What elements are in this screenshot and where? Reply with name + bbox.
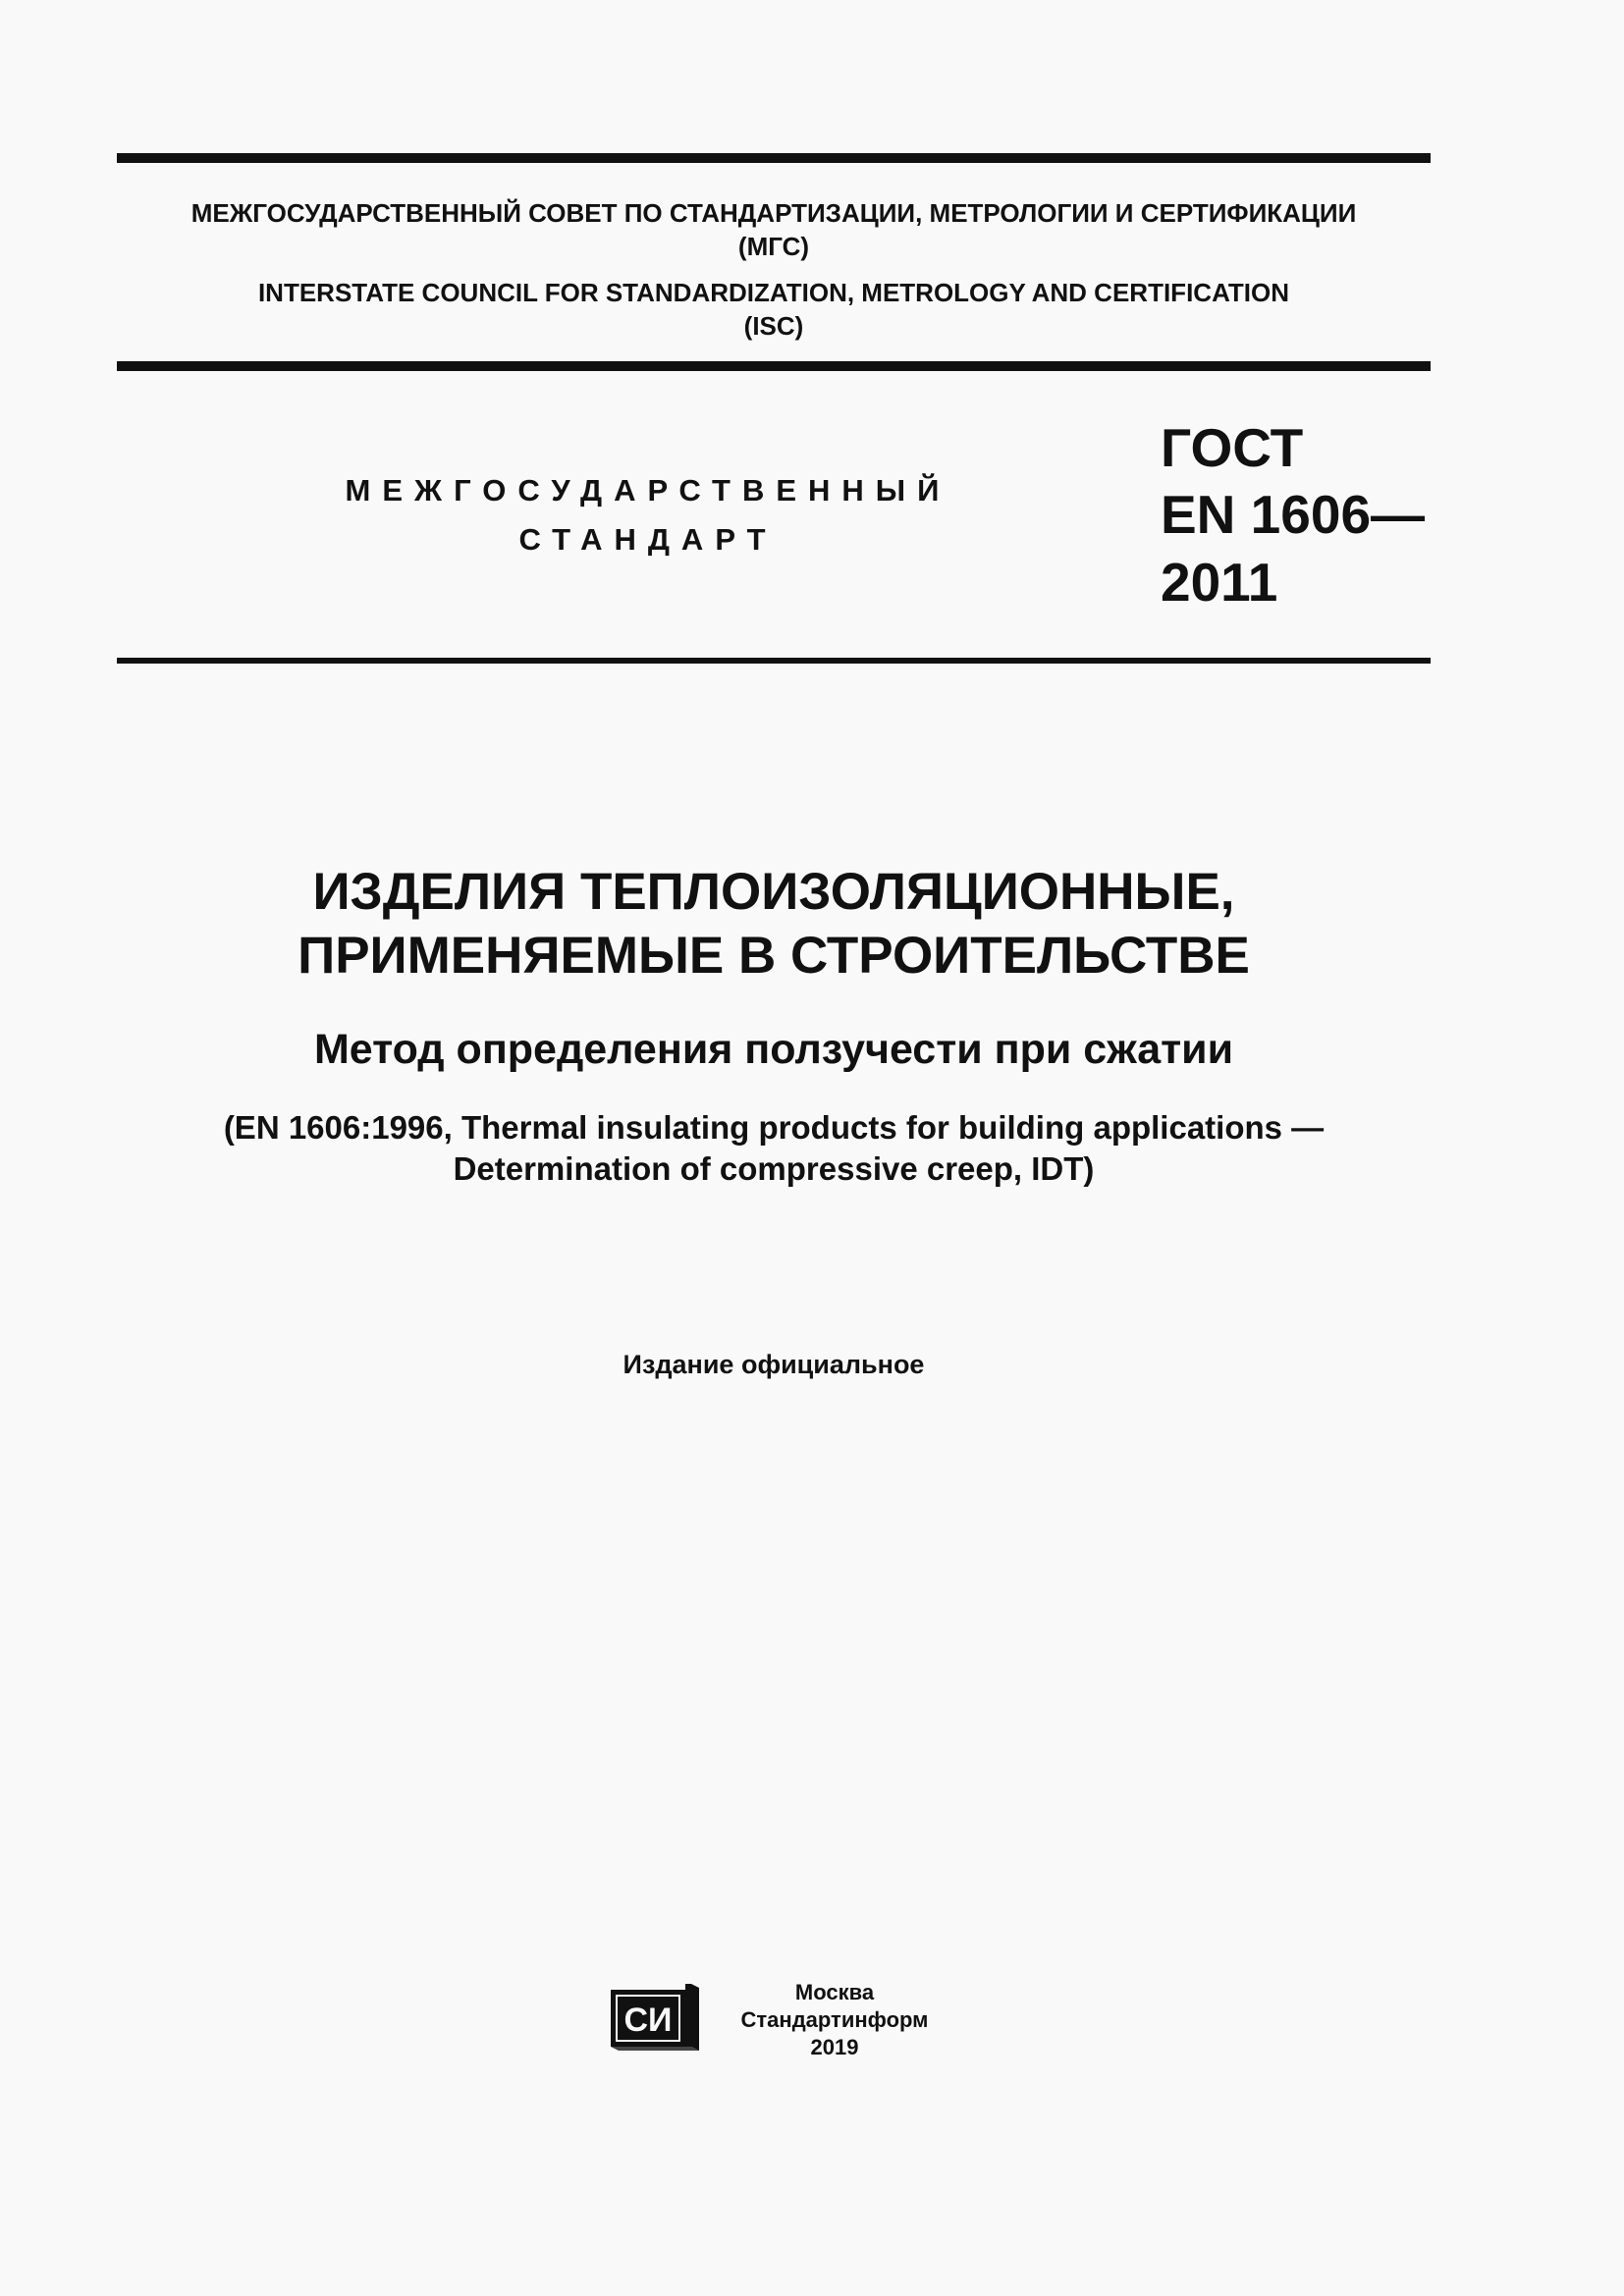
council-abbr-ru: (МГС): [737, 232, 810, 261]
publication-year: 2019: [810, 2035, 859, 2059]
standard-number-line3: 2011: [1161, 552, 1278, 613]
standartinform-logo-icon: [609, 1980, 703, 2055]
council-name-en: INTERSTATE COUNCIL FOR STANDARDIZATION, METROLOGY AND CERTIFICATION: [257, 278, 1290, 307]
council-abbr-en: (ISC): [743, 311, 804, 341]
publisher-city: Москва: [794, 1980, 875, 2004]
standard-number-line2: EN 1606—: [1161, 484, 1426, 545]
standard-kind-line1: МЕЖГОСУДАРСТВЕННЫЙ: [345, 473, 951, 507]
council-name-ru: МЕЖГОСУДАРСТВЕННЫЙ СОВЕТ ПО СТАНДАРТИЗАЦИИ, МЕТРОЛОГИИ И СЕРТИФИКАЦИИ: [190, 198, 1357, 228]
standard-number-line1: ГОСТ: [1161, 417, 1304, 478]
document-subtitle: Метод определения ползучести при сжатии: [313, 1026, 1234, 1073]
document-title-line1: ИЗДЕЛИЯ ТЕПЛОИЗОЛЯЦИОННЫЕ,: [312, 863, 1235, 921]
english-title-line2: Determination of compressive creep, IDT): [453, 1150, 1095, 1187]
english-title-line1: (EN 1606:1996, Thermal insulating products for building applications —: [223, 1109, 1325, 1146]
middle-rule: [117, 361, 1431, 371]
standard-kind-line2: СТАНДАРТ: [518, 522, 778, 557]
bottom-rule: [117, 658, 1431, 664]
publisher-name: Стандартинформ: [740, 2007, 929, 2032]
logo-text: СИ: [623, 2002, 673, 2039]
top-rule: [117, 153, 1431, 163]
document-title-line2: ПРИМЕНЯЕМЫЕ В СТРОИТЕЛЬСТВЕ: [298, 927, 1250, 985]
edition-label: Издание официальное: [623, 1350, 925, 1379]
